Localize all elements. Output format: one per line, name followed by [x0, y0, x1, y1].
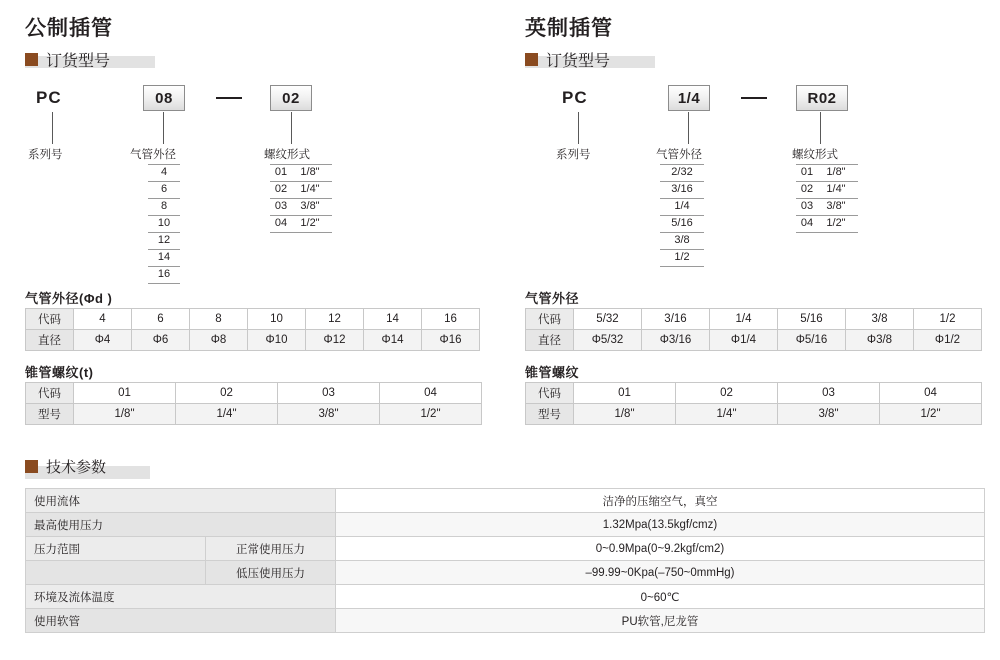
spec-row [26, 513, 985, 537]
table-cell: Φ3/16 [642, 330, 710, 351]
option-value: 3/8" [300, 200, 320, 212]
option-code: 04 [800, 217, 814, 229]
table-cell: Φ14 [364, 330, 422, 351]
table-cell: Φ4 [74, 330, 132, 351]
table-cell: Φ10 [248, 330, 306, 351]
spec-label: 最高使用压力 [26, 513, 336, 537]
table-row [26, 309, 480, 330]
spec-label: 使用软管 [26, 609, 336, 633]
inch-thread-caption: 螺纹形式 [792, 149, 838, 161]
metric-series-code: PC [36, 88, 62, 107]
table-cell: 1/4 [710, 309, 778, 330]
spec-value: 0~0.9Mpa(0~9.2kgf/cm2) [336, 537, 985, 561]
technical-parameters-table [25, 488, 985, 633]
table-cell: Φ5/16 [778, 330, 846, 351]
option-row [270, 182, 332, 199]
option-row: 1/4 [660, 199, 704, 216]
spec-row [26, 537, 985, 561]
table-cell: 1/8" [74, 404, 176, 425]
option-row: 14 [148, 250, 180, 267]
table-cell: 12 [306, 309, 364, 330]
inch-thread-model-table [525, 382, 982, 425]
table-row-header: 直径 [526, 330, 574, 351]
metric-size-code: 08 [155, 89, 173, 107]
table-cell: Φ3/8 [846, 330, 914, 351]
table-cell: Φ1/2 [914, 330, 982, 351]
option-row [796, 199, 858, 216]
spec-value: 洁净的压缩空气，真空 [336, 489, 985, 513]
option-code: 02 [800, 183, 814, 195]
option-row: 16 [148, 267, 180, 284]
table-cell: 16 [422, 309, 480, 330]
metric-tube-diameter-table [25, 308, 480, 351]
table-row [526, 404, 982, 425]
table-cell: 5/16 [778, 309, 846, 330]
inch-size-leader [688, 112, 689, 144]
table-cell: 1/4" [676, 404, 778, 425]
option-row: 10 [148, 216, 180, 233]
spec-value: 0~60℃ [336, 585, 985, 609]
option-row: 3/8 [660, 233, 704, 250]
option-row [270, 164, 332, 182]
spec-value: 1.32Mpa(13.5kgf/cmz) [336, 513, 985, 537]
spec-label: 环境及流体温度 [26, 585, 336, 609]
metric-thread-option-list [270, 164, 332, 233]
inch-tube-diameter-table [525, 308, 982, 351]
spec-label [26, 561, 206, 585]
spec-row [26, 489, 985, 513]
inch-order-code-label: 订货型号 [546, 53, 611, 70]
option-row [270, 199, 332, 216]
table-row [26, 404, 482, 425]
option-row: 5/16 [660, 216, 704, 233]
table-cell: 1/8" [574, 404, 676, 425]
spec-value: –99.99~0Kpa(–750~0mmHg) [336, 561, 985, 585]
option-code: 03 [800, 200, 814, 212]
table-cell: 5/32 [574, 309, 642, 330]
option-value: 3/8" [826, 200, 846, 212]
metric-thread-code: 02 [282, 89, 300, 107]
option-row: 2/32 [660, 164, 704, 182]
spec-sub-label: 正常使用压力 [206, 537, 336, 561]
table-row-header: 代码 [26, 383, 74, 404]
metric-size-option-list [148, 164, 180, 284]
table-row-header: 代码 [526, 383, 574, 404]
option-code: 02 [274, 183, 288, 195]
option-row [270, 216, 332, 233]
table-row [526, 309, 982, 330]
table-cell: 14 [364, 309, 422, 330]
metric-order-code-heading [25, 48, 155, 70]
spec-row [26, 609, 985, 633]
metric-size-code-box [143, 85, 185, 111]
inch-series-caption: 系列号 [556, 149, 591, 161]
table-cell: Φ12 [306, 330, 364, 351]
table-cell: 10 [248, 309, 306, 330]
table-cell: 03 [778, 383, 880, 404]
table-cell: 3/8" [278, 404, 380, 425]
metric-thread-caption: 螺纹形式 [264, 149, 310, 161]
option-row: 4 [148, 164, 180, 182]
metric-thread-leader [291, 112, 292, 144]
metric-size-caption: 气管外径 [130, 149, 176, 161]
inch-code-dash [741, 97, 767, 99]
option-code: 01 [274, 166, 288, 178]
table-cell: Φ5/32 [574, 330, 642, 351]
inch-thread-option-list [796, 164, 858, 233]
spec-value: PU软管,尼龙管 [336, 609, 985, 633]
table-cell: 6 [132, 309, 190, 330]
spec-row [26, 585, 985, 609]
metric-size-leader [163, 112, 164, 144]
inch-section-title: 英制插管 [525, 17, 613, 40]
option-value: 1/4" [300, 183, 320, 195]
metric-section-title: 公制插管 [25, 17, 113, 40]
spec-label: 压力范围 [26, 537, 206, 561]
table-cell: 4 [74, 309, 132, 330]
option-value: 1/2" [300, 217, 320, 229]
option-code: 04 [274, 217, 288, 229]
table-cell: 3/8" [778, 404, 880, 425]
metric-tube-table-title: 气管外径(Φd ) [25, 291, 113, 306]
table-cell: Φ8 [190, 330, 248, 351]
spec-sub-label: 低压使用压力 [206, 561, 336, 585]
inch-series-code: PC [562, 88, 588, 107]
table-cell: 1/2" [380, 404, 482, 425]
inch-series-leader [578, 112, 579, 144]
inch-size-code: 1/4 [677, 89, 701, 107]
table-cell: 02 [176, 383, 278, 404]
metric-thread-model-table [25, 382, 482, 425]
table-row-header: 型号 [26, 404, 74, 425]
table-cell: 3/8 [846, 309, 914, 330]
inch-thread-table-title: 锥管螺纹 [525, 365, 580, 380]
table-cell: 01 [574, 383, 676, 404]
table-cell: 1/4" [176, 404, 278, 425]
table-cell: 03 [278, 383, 380, 404]
table-cell: Φ1/4 [710, 330, 778, 351]
tech-spec-heading [25, 456, 150, 478]
bullet-square-icon [525, 53, 538, 66]
table-cell: Φ16 [422, 330, 480, 351]
spec-row [26, 561, 985, 585]
option-row: 8 [148, 199, 180, 216]
metric-series-leader [52, 112, 53, 144]
table-cell: 02 [676, 383, 778, 404]
spec-label: 使用流体 [26, 489, 336, 513]
tech-spec-label: 技术参数 [46, 459, 107, 476]
metric-series-caption: 系列号 [28, 149, 63, 161]
inch-size-code-box [668, 85, 710, 111]
metric-code-dash [216, 97, 242, 99]
table-row-header: 直径 [26, 330, 74, 351]
inch-thread-code-box [796, 85, 848, 111]
table-row-header: 代码 [26, 309, 74, 330]
option-row [796, 216, 858, 233]
inch-order-code-heading [525, 48, 655, 70]
option-value: 1/8" [826, 166, 846, 178]
table-cell: 1/2 [914, 309, 982, 330]
table-row [526, 383, 982, 404]
table-row-header: 型号 [526, 404, 574, 425]
table-row [526, 330, 982, 351]
option-code: 01 [800, 166, 814, 178]
inch-thread-leader [820, 112, 821, 144]
table-cell: 04 [880, 383, 982, 404]
option-row [796, 182, 858, 199]
metric-order-code-label: 订货型号 [46, 53, 111, 70]
option-row: 3/16 [660, 182, 704, 199]
option-value: 1/4" [826, 183, 846, 195]
option-row: 6 [148, 182, 180, 199]
option-value: 1/2" [826, 217, 846, 229]
option-row [796, 164, 858, 182]
option-value: 1/8" [300, 166, 320, 178]
option-code: 03 [274, 200, 288, 212]
bullet-square-icon [25, 53, 38, 66]
inch-size-caption: 气管外径 [656, 149, 702, 161]
table-row [26, 330, 480, 351]
inch-thread-code: R02 [807, 89, 837, 107]
table-cell: 3/16 [642, 309, 710, 330]
table-cell: Φ6 [132, 330, 190, 351]
table-cell: 01 [74, 383, 176, 404]
table-row-header: 代码 [526, 309, 574, 330]
metric-thread-table-title: 锥管螺纹(t) [25, 365, 94, 380]
metric-thread-code-box [270, 85, 312, 111]
table-cell: 1/2" [880, 404, 982, 425]
option-row: 12 [148, 233, 180, 250]
table-cell: 8 [190, 309, 248, 330]
table-cell: 04 [380, 383, 482, 404]
inch-size-option-list [660, 164, 704, 267]
table-row [26, 383, 482, 404]
inch-tube-table-title: 气管外径 [525, 291, 580, 306]
option-row: 1/2 [660, 250, 704, 267]
bullet-square-icon [25, 460, 38, 473]
